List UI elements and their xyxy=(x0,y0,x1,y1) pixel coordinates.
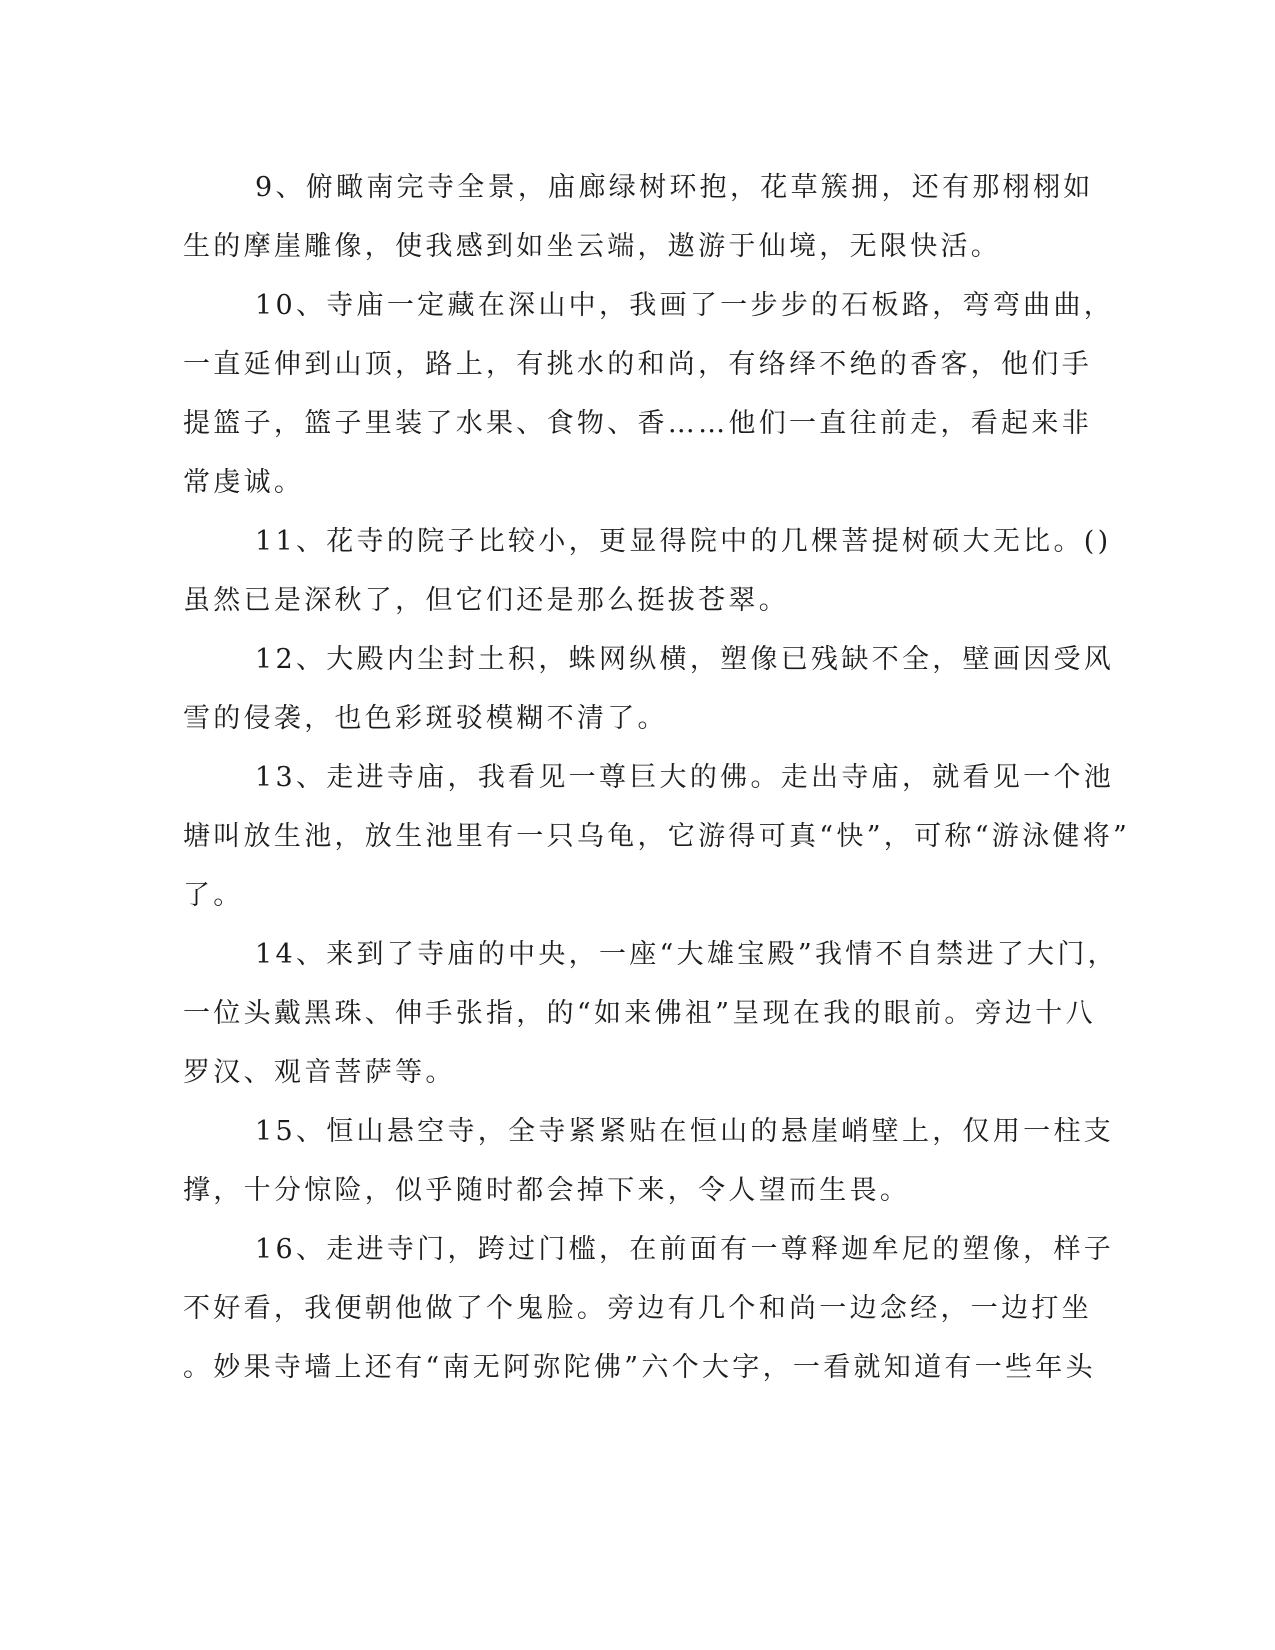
document-body xyxy=(183,158,1131,1397)
text-line: 了。 xyxy=(183,880,244,911)
text-line: 塘叫放生池，放生池里有一只乌龟，它游得可真“快”，可称“游泳健将” xyxy=(183,821,1131,852)
text-line: 提篮子，篮子里装了水果、食物、香……他们一直往前走，看起来非 xyxy=(183,408,1092,439)
text-line: 11、花寺的院子比较小，更显得院中的几棵菩提树硕大无比。() xyxy=(255,526,1112,557)
text-line: 罗汉、观音菩萨等。 xyxy=(183,1057,456,1088)
text-line: 撑，十分惊险，似乎随时都会掉下来，令人望而生畏。 xyxy=(183,1175,911,1206)
text-line: 12、大殿内尘封土积，蛛网纵横，塑像已残缺不全，壁画因受风 xyxy=(255,644,1115,675)
text-line: 不好看，我便朝他做了个鬼脸。旁边有几个和尚一边念经，一边打坐 xyxy=(183,1293,1092,1324)
text-line: 生的摩崖雕像，使我感到如坐云端，遨游于仙境，无限快活。 xyxy=(183,231,1002,262)
text-line: 常虔诚。 xyxy=(183,467,305,498)
text-line: 。妙果寺墙上还有“南无阿弥陀佛”六个大字，一看就知道有一些年头 xyxy=(183,1352,1096,1383)
text-line: 一位头戴黑珠、伸手张指，的“如来佛祖”呈现在我的眼前。旁边十八 xyxy=(183,998,1096,1029)
text-line: 14、来到了寺庙的中央，一座“大雄宝殿”我情不自禁进了大门， xyxy=(255,939,1118,970)
text-line: 雪的侵袭，也色彩斑驳模糊不清了。 xyxy=(183,703,668,734)
text-line: 9、俯瞰南完寺全景，庙廊绿树环抱，花草簇拥，还有那栩栩如 xyxy=(255,172,1094,203)
text-line: 13、走进寺庙，我看见一尊巨大的佛。走出寺庙，就看见一个池 xyxy=(255,762,1115,793)
text-line: 一直延伸到山顶，路上，有挑水的和尚，有络绎不绝的香客，他们手 xyxy=(183,349,1092,380)
text-line: 10、寺庙一定藏在深山中，我画了一步步的石板路，弯弯曲曲， xyxy=(255,290,1115,321)
text-line: 15、恒山悬空寺，全寺紧紧贴在恒山的悬崖峭壁上，仅用一柱支 xyxy=(255,1116,1115,1147)
text-line: 16、走进寺门，跨过门槛，在前面有一尊释迦牟尼的塑像，样子 xyxy=(255,1234,1115,1265)
text-line: 虽然已是深秋了，但它们还是那么挺拔苍翠。 xyxy=(183,585,789,616)
